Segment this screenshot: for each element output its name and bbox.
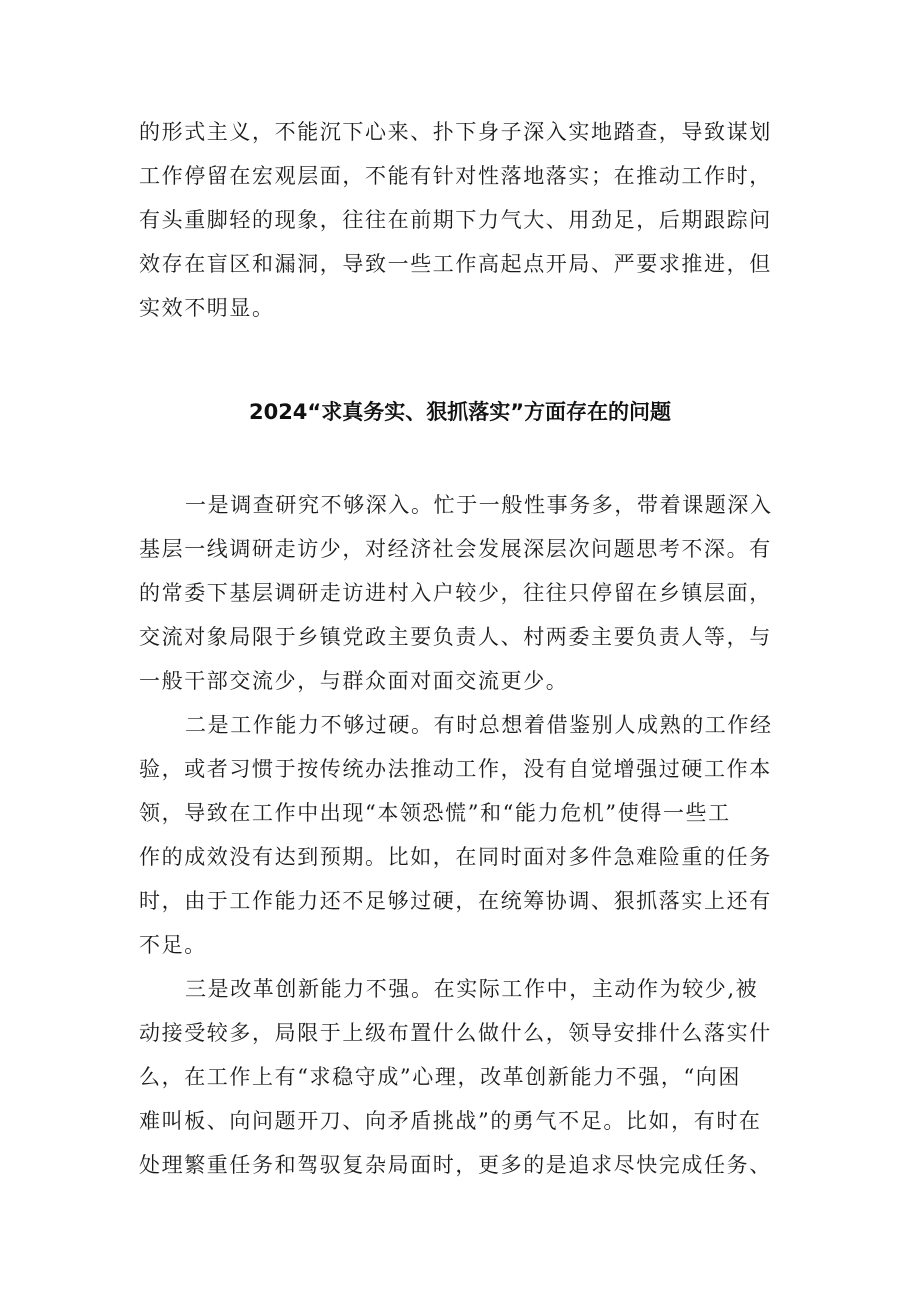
text-line: 有头重脚轻的现象，往往在前期下力气大、用劲足，后期跟踪问 [139, 208, 772, 232]
text-line: 交流对象局限于乡镇党政主要负责人、村两委主要负责人等，与 [139, 625, 772, 649]
text-line: 效存在盲区和漏洞，导致一些工作高起点开局、严要求推进，但 [139, 252, 772, 276]
text-line: 一是调查研究不够深入。忙于一般性事务多，带着课题深入 [185, 493, 773, 517]
text-line: 三是改革创新能力不强。在实际工作中，主动作为较少,被 [185, 977, 759, 1001]
text-line: 动接受较多，局限于上级布置什么做什么，领导安排什么落实什 [139, 1021, 772, 1045]
section-heading: 2024“求真务实、狠抓落实”方面存在的问题 [248, 400, 672, 424]
text-line: 的形式主义，不能沉下心来、扑下身子深入实地踏查，导致谋划 [139, 120, 772, 144]
text-line: 么，在工作上有“求稳守成”心理，改革创新能力不强，“向困 [139, 1065, 742, 1089]
text-line: 作的成效没有达到预期。比如，在同时面对多件急难险重的任务 [139, 845, 772, 869]
text-line: 的常委下基层调研走访进村入户较少，往往只停留在乡镇层面， [139, 581, 772, 605]
text-line: 基层一线调研走访少，对经济社会发展深层次问题思考不深。有 [139, 537, 772, 561]
text-line: 二是工作能力不够过硬。有时总想着借鉴别人成熟的工作经 [185, 713, 773, 737]
text-line: 验，或者习惯于按传统办法推动工作，没有自觉增强过硬工作本 [139, 757, 772, 781]
text-line: 实效不明显。 [139, 296, 275, 320]
text-line: 不足。 [139, 933, 207, 957]
text-line: 时，由于工作能力还不足够过硬，在统筹协调、狠抓落实上还有 [139, 889, 772, 913]
text-line: 一般干部交流少，与群众面对面交流更少。 [139, 669, 569, 693]
text-line: 难叫板、向问题开刀、向矛盾挑战”的勇气不足。比如，有时在 [139, 1109, 762, 1133]
text-line: 领，导致在工作中出现“本领恐慌”和“能力危机”使得一些工 [139, 801, 731, 825]
text-line: 工作停留在宏观层面，不能有针对性落地落实；在推动工作时， [139, 164, 772, 188]
text-line: 处理繁重任务和驾驭复杂局面时，更多的是追求尽快完成任务、 [139, 1153, 772, 1177]
